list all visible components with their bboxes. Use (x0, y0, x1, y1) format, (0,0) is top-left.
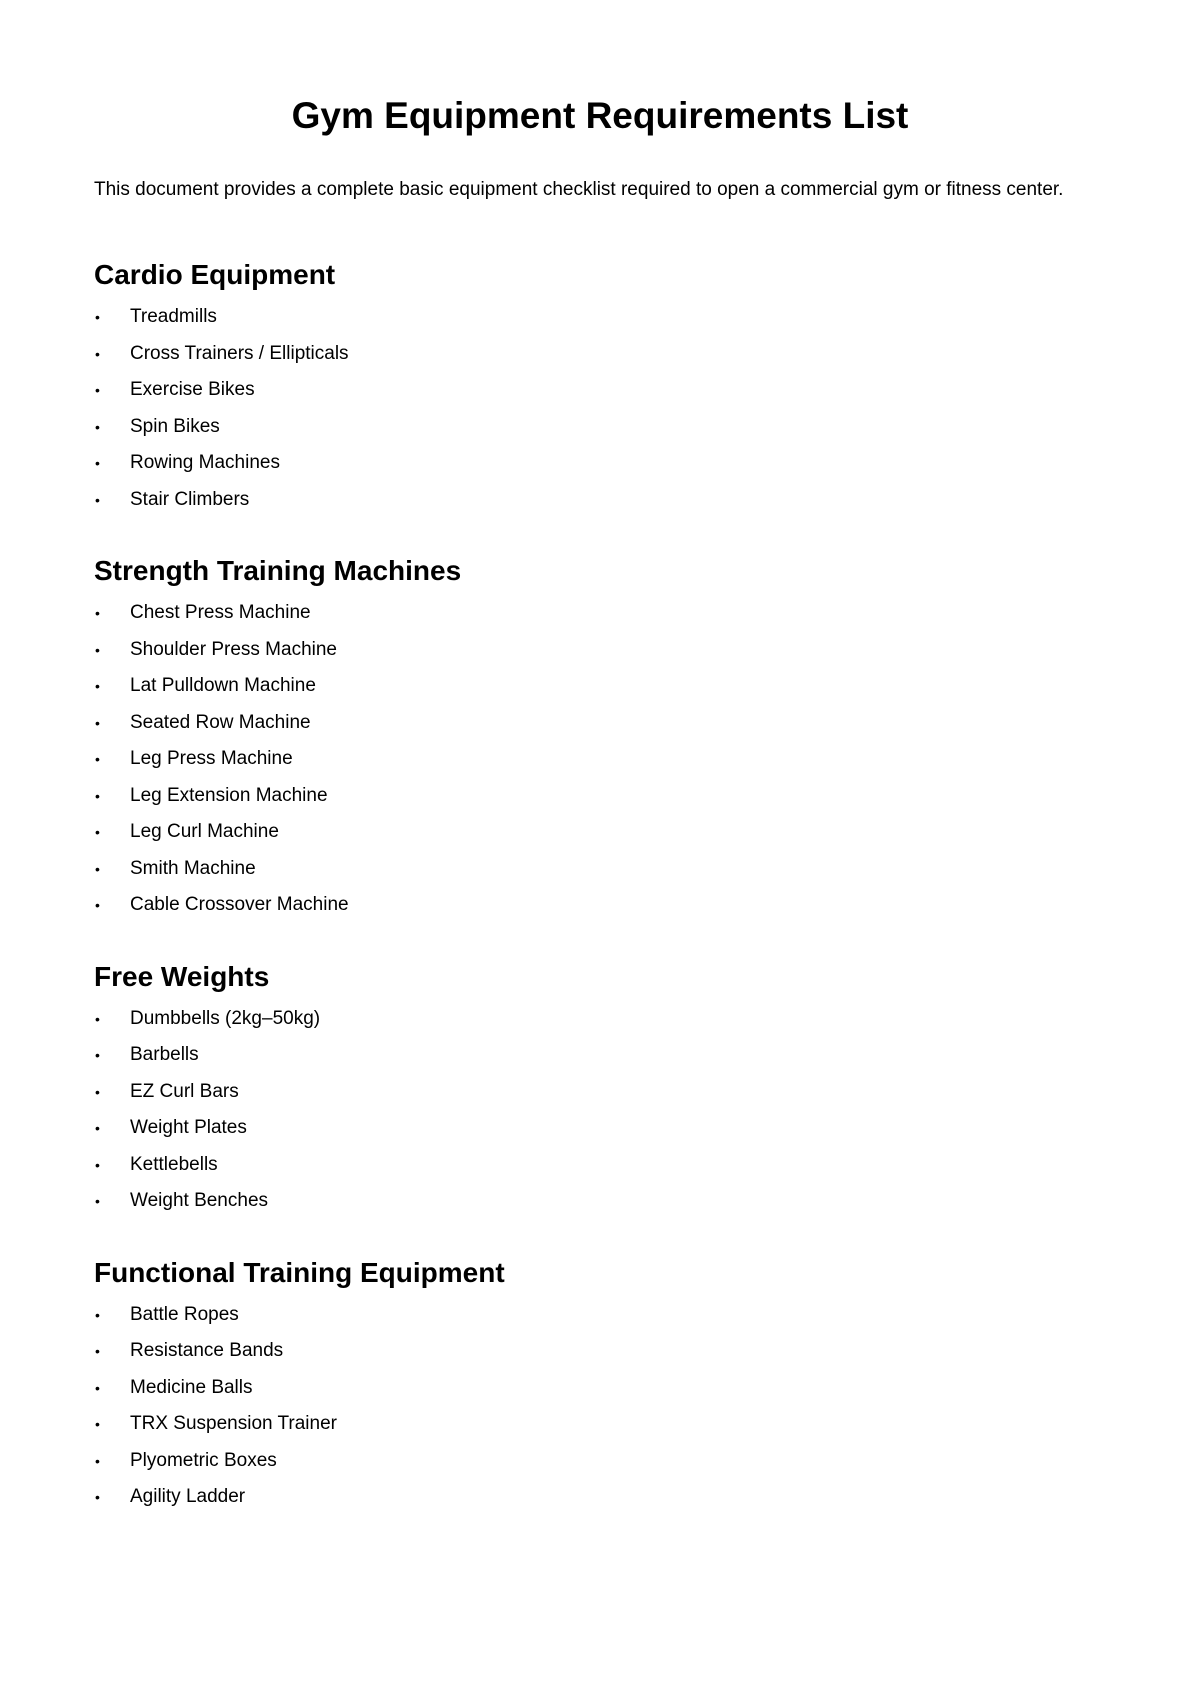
bullet-icon: • (95, 1010, 100, 1027)
bullet-icon: • (95, 1452, 100, 1469)
bullet-icon: • (95, 455, 100, 471)
list-item-label: Dumbbells (2kg–50kg) (130, 1007, 321, 1029)
list-item (94, 778, 1080, 815)
list-item-label: Smith Machine (130, 857, 256, 879)
list-item-label: Medicine Balls (130, 1376, 253, 1398)
bullet-icon: • (95, 824, 100, 840)
list-item-label: Resistance Bands (130, 1340, 284, 1361)
list-item (94, 1479, 1080, 1516)
bullet-icon: • (95, 309, 100, 325)
bullet-icon: • (95, 605, 100, 621)
list-item (94, 851, 1080, 888)
bullet-icon: • (95, 1156, 100, 1173)
list-item (94, 409, 1080, 446)
list-item (94, 1297, 1080, 1334)
equipment-list (94, 1297, 1080, 1516)
list-item (94, 372, 1080, 409)
bullet-icon: • (95, 1047, 100, 1063)
list-item (94, 1370, 1080, 1407)
list-item (94, 482, 1080, 519)
list-item-label: Agility Ladder (130, 1486, 246, 1507)
list-item-label: Leg Press Machine (130, 748, 293, 769)
list-item (94, 887, 1080, 924)
bullet-icon: • (95, 418, 100, 435)
bullet-icon: • (95, 641, 100, 658)
list-item (94, 668, 1080, 705)
equipment-section (94, 960, 1080, 1220)
list-item (94, 299, 1080, 336)
bullet-icon: • (95, 678, 100, 694)
list-item-label: Spin Bikes (130, 415, 220, 437)
document-title: Gym Equipment Requirements List (291, 95, 909, 136)
bullet-icon: • (95, 860, 100, 877)
intro-paragraph: This document provides a complete basic equipment checklist required to open a commercial gym or fitness center. (94, 179, 1064, 200)
list-item-label: TRX Suspension Trainer (130, 1413, 337, 1434)
list-item-label: EZ Curl Bars (130, 1080, 239, 1102)
equipment-section (94, 258, 1080, 518)
list-item (94, 814, 1080, 851)
list-item-label: Exercise Bikes (130, 379, 255, 400)
list-item-label: Shoulder Press Machine (130, 638, 337, 660)
section-heading: Cardio Equipment (94, 259, 336, 290)
list-item-label: Seated Row Machine (130, 711, 311, 733)
list-item-label: Chest Press Machine (130, 602, 311, 623)
section-heading: Free Weights (94, 960, 270, 992)
list-item (94, 1147, 1080, 1184)
bullet-icon: • (95, 1120, 100, 1136)
list-item (94, 741, 1080, 778)
equipment-list (94, 595, 1080, 924)
equipment-section (94, 1256, 1080, 1516)
list-item (94, 1001, 1080, 1038)
sections-container (94, 258, 1080, 1516)
list-item-label: Leg Curl Machine (130, 821, 279, 842)
bullet-icon: • (95, 1416, 100, 1432)
list-item-label: Plyometric Boxes (130, 1449, 277, 1471)
bullet-icon: • (95, 1083, 100, 1100)
list-item (94, 1333, 1080, 1370)
section-heading: Strength Training Machines (94, 555, 462, 586)
list-item-label: Rowing Machines (130, 452, 280, 473)
list-item-label: Cross Trainers / Ellipticals (130, 342, 349, 364)
bullet-icon: • (95, 1489, 100, 1505)
list-item (94, 336, 1080, 373)
list-item-label: Battle Ropes (130, 1303, 239, 1325)
bullet-icon: • (95, 1306, 100, 1323)
list-item-label: Weight Plates (130, 1117, 247, 1138)
equipment-section (94, 554, 1080, 924)
list-item (94, 1037, 1080, 1074)
list-item (94, 1406, 1080, 1443)
bullet-icon: • (95, 897, 100, 913)
bullet-icon: • (95, 1343, 100, 1359)
bullet-icon: • (95, 714, 100, 731)
bullet-icon: • (95, 787, 100, 804)
list-item-label: Treadmills (130, 306, 217, 327)
equipment-list (94, 299, 1080, 518)
list-item-label: Kettlebells (130, 1153, 218, 1175)
list-item-label: Weight Benches (130, 1190, 269, 1211)
list-item (94, 445, 1080, 482)
equipment-list (94, 1001, 1080, 1220)
list-item-label: Leg Extension Machine (130, 784, 328, 806)
section-heading: Functional Training Equipment (94, 1256, 505, 1288)
bullet-icon: • (95, 1193, 100, 1209)
bullet-icon: • (95, 491, 100, 508)
list-item (94, 1443, 1080, 1480)
bullet-icon: • (95, 751, 100, 767)
list-item-label: Lat Pulldown Machine (130, 675, 316, 696)
list-item (94, 705, 1080, 742)
list-item (94, 632, 1080, 669)
list-item (94, 595, 1080, 632)
list-item-label: Stair Climbers (130, 488, 250, 510)
list-item-label: Barbells (130, 1044, 199, 1065)
bullet-icon: • (95, 1379, 100, 1396)
list-item-label: Cable Crossover Machine (130, 894, 349, 915)
list-item (94, 1074, 1080, 1111)
bullet-icon: • (95, 382, 100, 398)
list-item (94, 1110, 1080, 1147)
list-item (94, 1183, 1080, 1220)
bullet-icon: • (95, 345, 100, 362)
